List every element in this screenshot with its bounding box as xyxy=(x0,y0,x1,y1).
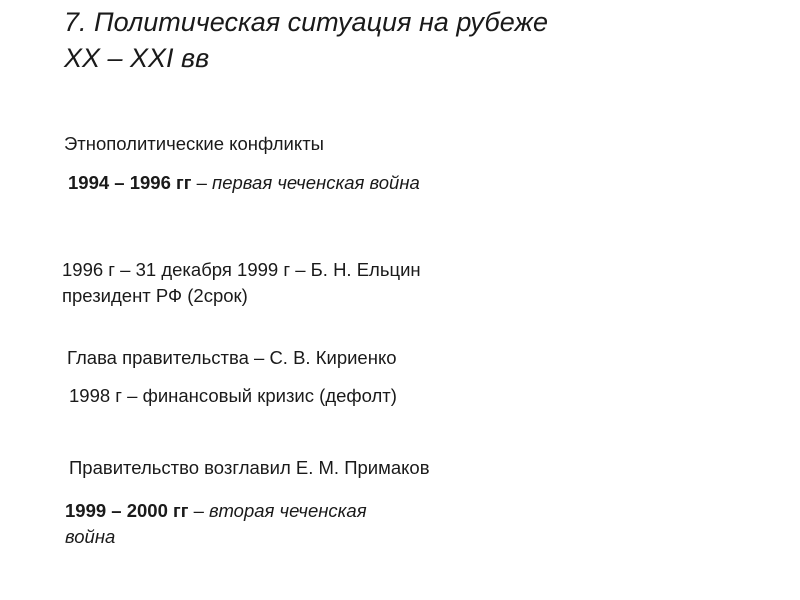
second-war-text-1: вторая чеченская xyxy=(209,500,367,521)
first-war-dates: 1994 – 1996 гг xyxy=(68,172,192,193)
second-war-dash: – xyxy=(188,500,210,521)
second-war-dates: 1999 – 2000 гг xyxy=(65,500,189,521)
yeltsin-line-2: президент РФ (2срок) xyxy=(62,285,248,306)
first-chechen-war-line xyxy=(68,170,420,196)
title-line-2: XX – XXI вв xyxy=(64,43,210,73)
yeltsin-line-1: 1996 г – 31 декабря 1999 г – Б. Н. Ельцин xyxy=(62,259,421,280)
first-war-text: первая чеченская война xyxy=(212,172,420,193)
yeltsin-block xyxy=(62,257,421,309)
ethno-conflicts-heading: Этнополитические конфликты xyxy=(64,133,324,154)
title-line-1: 7. Политическая ситуация на рубеже xyxy=(64,7,549,37)
slide-title xyxy=(64,4,704,76)
second-chechen-war-block xyxy=(65,498,465,550)
kirienko-line: Глава правительства – С. В. Кириенко xyxy=(67,347,397,368)
default-line: 1998 г – финансовый кризис (дефолт) xyxy=(69,385,397,406)
first-war-dash: – xyxy=(191,172,213,193)
second-war-line-1 xyxy=(65,498,465,524)
primakov-line: Правительство возглавил Е. М. Примаков xyxy=(69,457,430,478)
second-war-text-2: война xyxy=(65,526,116,547)
